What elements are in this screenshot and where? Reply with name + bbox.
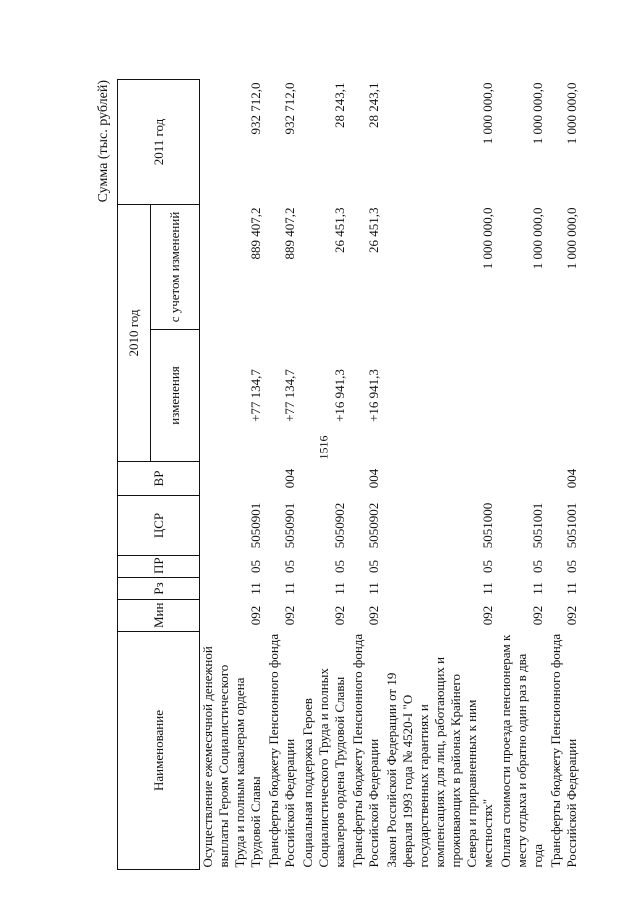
row-rz: 11 bbox=[332, 582, 347, 595]
header-with-changes: с учетом изменений bbox=[151, 205, 200, 330]
header-name: Наименование bbox=[118, 632, 200, 870]
row-name: Социальная поддержка Героев Социалистического Труда и полных кавалеров ордена Трудовой Славы bbox=[300, 668, 347, 868]
row-2011: 932 712,0 bbox=[282, 82, 297, 135]
table-row bbox=[300, 80, 350, 870]
row-min: 092 bbox=[248, 605, 263, 626]
row-rz: 11 bbox=[530, 582, 545, 595]
row-vr: 004 bbox=[366, 468, 381, 489]
row-csr: 5051001 bbox=[564, 502, 579, 549]
row-with-changes: 1 000 000,0 bbox=[480, 207, 495, 270]
row-with-changes: 889 407,2 bbox=[248, 207, 263, 260]
row-min: 092 bbox=[564, 605, 579, 626]
row-2011: 1 000 000,0 bbox=[564, 82, 579, 145]
row-changes bbox=[384, 330, 498, 462]
row-pr: 05 bbox=[248, 560, 263, 573]
row-pr: 05 bbox=[564, 560, 579, 573]
row-min: 092 bbox=[366, 605, 381, 626]
row-vr bbox=[498, 462, 548, 496]
row-changes: +77 134,7 bbox=[248, 369, 263, 422]
row-vr bbox=[384, 462, 498, 496]
row-name: Трансферты бюджету Пенсионного фонда Российской Федерации bbox=[548, 633, 579, 868]
row-pr: 05 bbox=[332, 560, 347, 573]
row-csr: 5050902 bbox=[332, 502, 347, 549]
row-csr: 5050901 bbox=[248, 502, 263, 549]
row-csr: 5051001 bbox=[530, 502, 545, 549]
budget-table-page bbox=[95, 80, 579, 870]
table-row bbox=[200, 80, 267, 870]
table-row bbox=[548, 80, 582, 870]
row-vr: 004 bbox=[564, 468, 579, 489]
row-2011: 932 712,0 bbox=[248, 82, 263, 135]
row-changes: +16 941,3 bbox=[366, 369, 381, 422]
row-name: Трансферты бюджету Пенсионного фонда Российской Федерации bbox=[350, 633, 381, 868]
row-vr: 004 bbox=[282, 468, 297, 489]
row-with-changes: 1 000 000,0 bbox=[564, 207, 579, 270]
row-vr bbox=[300, 462, 350, 496]
row-with-changes: 26 451,3 bbox=[366, 207, 381, 253]
row-min: 092 bbox=[480, 605, 495, 626]
row-changes bbox=[548, 330, 582, 462]
header-csr: ЦСР bbox=[118, 496, 200, 556]
row-pr: 05 bbox=[530, 560, 545, 573]
row-min: 092 bbox=[530, 605, 545, 626]
row-rz: 11 bbox=[366, 582, 381, 595]
row-rz: 11 bbox=[282, 582, 297, 595]
header-changes: изменения bbox=[151, 330, 200, 462]
header-rz: Рз bbox=[118, 578, 200, 600]
row-2011: 1 000 000,0 bbox=[530, 82, 545, 145]
row-min: 092 bbox=[282, 605, 297, 626]
row-2011: 1 000 000,0 bbox=[480, 82, 495, 145]
row-name: Оплата стоимости проезда пенсионерам к месту отдыха и обратно один раз в два года bbox=[498, 634, 545, 868]
table-row bbox=[498, 80, 548, 870]
header-2010: 2010 год bbox=[118, 205, 151, 462]
row-2011: 28 243,1 bbox=[366, 82, 381, 128]
table-body bbox=[200, 80, 583, 870]
row-csr: 5050901 bbox=[282, 502, 297, 549]
row-pr: 05 bbox=[282, 560, 297, 573]
header-min: Мин bbox=[118, 600, 200, 632]
header-2011: 2011 год bbox=[118, 80, 200, 205]
row-rz: 11 bbox=[564, 582, 579, 595]
row-with-changes: 26 451,3 bbox=[332, 207, 347, 253]
row-name: Осуществление ежемесячной денежной выплаты Героям Социалистического Труда и полным кавалерам ордена Трудовой Славы bbox=[200, 646, 263, 868]
row-pr: 05 bbox=[480, 560, 495, 573]
row-changes bbox=[498, 330, 548, 462]
table-row bbox=[350, 80, 384, 870]
row-csr: 5050902 bbox=[366, 502, 381, 549]
row-with-changes: 1 000 000,0 bbox=[530, 207, 545, 270]
row-min: 092 bbox=[332, 605, 347, 626]
row-vr bbox=[200, 462, 267, 496]
row-name: Закон Российской Федерации от 19 февраля 1993 года № 4520-I "О государственных гарантиях и компенсациях для лиц, работающих и проживающих в районах Крайнего Севера и приравненных к ним местностях" bbox=[384, 656, 495, 868]
row-2011: 28 243,1 bbox=[332, 82, 347, 128]
row-changes: +77 134,7 bbox=[282, 369, 297, 422]
row-with-changes: 889 407,2 bbox=[282, 207, 297, 260]
table-row bbox=[266, 80, 300, 870]
table-row bbox=[384, 80, 498, 870]
row-rz: 11 bbox=[480, 582, 495, 595]
units-label: Сумма (тыс. рублей) bbox=[96, 80, 111, 203]
row-rz: 11 bbox=[248, 582, 263, 595]
header-pr: ПР bbox=[118, 556, 200, 578]
row-pr: 05 bbox=[366, 560, 381, 573]
table-header bbox=[118, 80, 200, 870]
row-csr: 5051000 bbox=[480, 502, 495, 549]
header-vr: ВР bbox=[118, 462, 200, 496]
row-name: Трансферты бюджету Пенсионного фонда Российской Федерации bbox=[266, 633, 297, 868]
budget-table bbox=[117, 79, 582, 870]
row-changes: +16 941,3 bbox=[332, 369, 347, 422]
page-number: 1516 bbox=[316, 435, 331, 460]
